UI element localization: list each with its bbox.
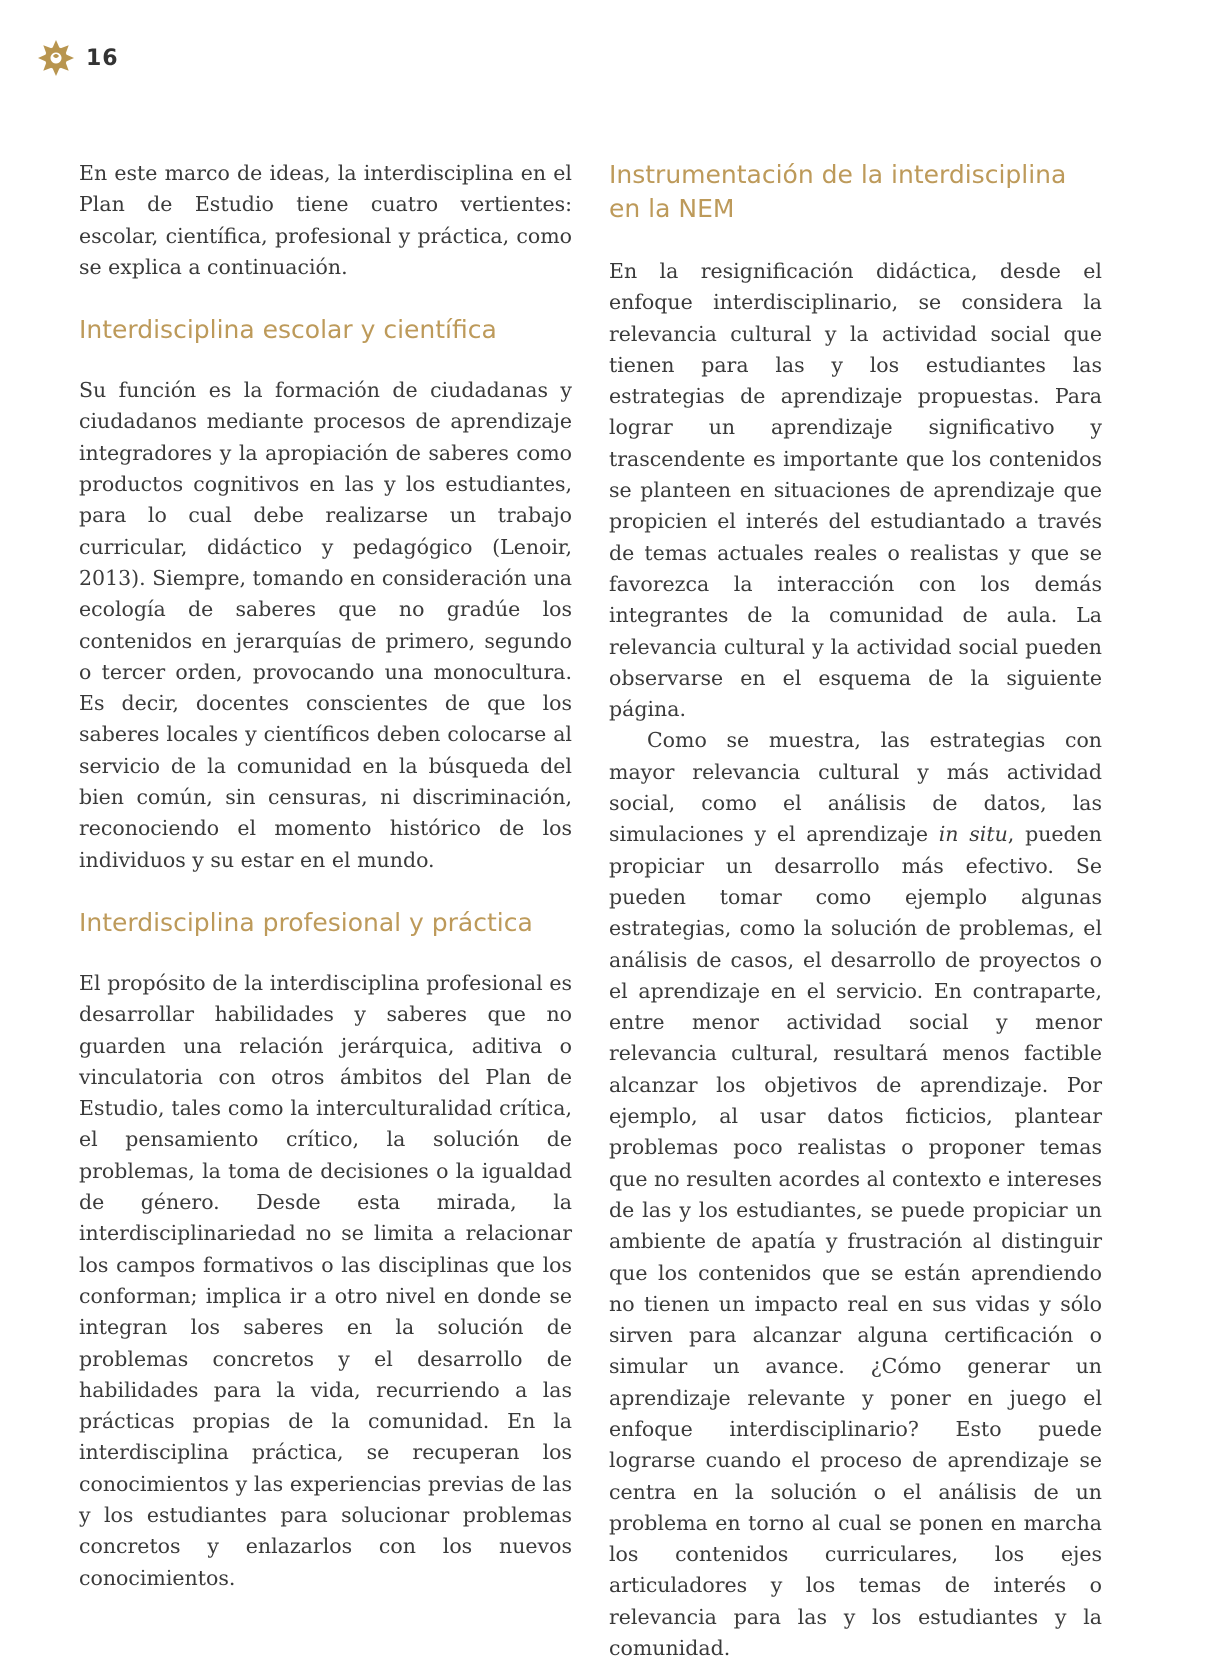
section-heading-escolar: Interdisciplina escolar y científica	[79, 315, 497, 345]
intro-paragraph: En este marco de ideas, la interdisciplina en el Plan de Estudio tiene cuatro vertientes: escolar, científica, profesional y práctica, como se explica a continuación.	[79, 161, 572, 279]
page-header	[36, 36, 119, 80]
escolar-paragraph: Su función es la formación de ciudadanas y ciudadanos mediante procesos de aprendizaje integradores y la apropiación de saberes como productos cognitivos en las y los estudiantes, para lo cual debe realizarse un trabajo curricular, didáctico y pedagógico (Lenoir, 2013). Siempre, tomando en consideración una ecología de saberes que no gradúe los contenidos en jerarquías de primero, segundo o tercer orden, provocando una monocultura. Es decir, docentes conscientes de que los saberes locales y científicos deben colocarse al servicio de la comunidad en la búsqueda del bien común, sin censuras, ni discriminación, reconociendo el momento histórico de los individuos y su estar en el mundo.	[79, 378, 572, 872]
profesional-paragraph: El propósito de la interdisciplina profesional es desarrollar habilidades y saberes que no guarden una relación jerárquica, aditiva o vinculatoria con otros ámbitos del Plan de Estudio, tales como la interculturalidad crítica, el pensamiento crítico, la solución de problemas, la toma de decisiones o la igualdad de género. Desde esta mirada, la interdisciplinariedad no se limita a relacionar los campos formativos o las disciplinas que los conforman; implica ir a otro nivel en donde se integran los saberes en la solución de problemas concretos y el desarrollo de habilidades para la vida, recurriendo a las prácticas propias de la comunidad. En la interdisciplina práctica, se recuperan los conocimientos y las experiencias previas de las y los estudiantes para solucionar problemas concretos y enlazarlos con los nuevos conocimientos.	[79, 970, 572, 1590]
heading-line-2: en la NEM	[609, 194, 735, 223]
section-heading-profesional: Interdisciplina profesional y práctica	[79, 907, 533, 937]
gear-flower-logo-icon	[36, 38, 76, 78]
heading-line-1: Instrumentación de la interdisciplina	[609, 160, 1067, 189]
section-heading-instrumentacion	[609, 158, 1102, 226]
para2-text-a: Como se muestra, las estrategias con mayor relevancia cultural y más actividad social, como el análisis de datos, las simulaciones y el aprendizaje	[609, 728, 1102, 847]
page-number: 16	[86, 45, 119, 71]
left-column	[79, 158, 572, 1594]
instrumentacion-paragraph-2	[609, 725, 1102, 1664]
para2-italic: in situ	[938, 822, 1008, 847]
instrumentacion-paragraph-1: En la resignificación didáctica, desde el enfoque interdisciplinario, se considera la relevancia cultural y la actividad social que tienen para las y los estudiantes las estrategias de aprendizaje propuestas. Para lograr un aprendizaje significativo y trascendente es importante que los contenidos se planteen en situaciones de aprendizaje que propicien el interés del estudiantado a través de temas actuales reales o realistas y que se favorezca la interacción con los demás integrantes de la comunidad de aula. La relevancia cultural y la actividad social pueden observarse en el esquema de la siguiente página.	[609, 259, 1102, 722]
right-column	[609, 158, 1102, 1664]
para2-text-b: , pueden propiciar un desarrollo más efectivo. Se pueden tomar como ejemplo algunas estrategias, como la solución de problemas, el análisis de casos, el desarrollo de proyectos o el aprendizaje en el servicio. En contraparte, entre menor actividad social y menor relevancia cultural, resultará menos factible alcanzar los objetivos de aprendizaje. Por ejemplo, al usar datos ficticios, plantear problemas poco realistas o proponer temas que no resulten acordes al contexto e intereses de las y los estudiantes, se puede propiciar un ambiente de apatía y frustración al distinguir que los contenidos que se están aprendiendo no tienen un impacto real en sus vidas y sólo sirven para alcanzar alguna certificación o simular un avance. ¿Cómo generar un aprendizaje relevante y poner en juego el enfoque interdisciplinario? Esto puede lograrse cuando el proceso de aprendizaje se centra en la solución o el análisis de un problema en torno al cual se ponen en marcha los contenidos curriculares, los ejes articuladores y los temas de interés o relevancia para las y los estudiantes y la comunidad.	[609, 822, 1102, 1661]
